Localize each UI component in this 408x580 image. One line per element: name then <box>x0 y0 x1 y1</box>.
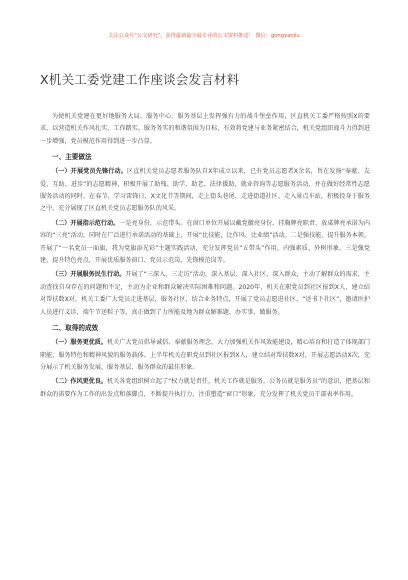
paragraph-text: 一是亮身份，示范带头。在窗口单位开展以戴党徽亮身份、挂胸牌亮职责、放桌牌亮承诺为内容的“三亮”活动，同时在广泛进行承诺活动的基础上，开展“比技能、比作风、比业绩”活动。二是强技能，提升服务本领。开展了“一名党员一面旗，我为党旗添光彩”主题实践活动，充分发挥党员“五带头”作用，内强素质、外树形象。三是强党建，提升特色亮点，开展优质服务窗口、党员示范岗、先锋模范岗等。 <box>40 219 371 265</box>
paragraph-text: 开展了“三深入、三走访”活动，深入基层、深入社区、深入群众，主动了解群众的需求，主动查找自身存在的问题和不足，主动为企业和群众解决实际困难和问题。2020年，机关在职党员到社区报到X人，建立结对帮扶数X对，机关工委广大党员走进基层，服务社区，结合业务特点，开展了党员志愿进社区、“送书下社区”，邀请医护人员进行义诊，端午节送粽子等，真正做到了力所能及地为群众解难题、办实事、做服务。 <box>40 271 370 316</box>
method-paragraph-1 <box>40 166 370 216</box>
method-paragraph-2 <box>40 218 370 268</box>
document-body <box>40 111 370 401</box>
paragraph-lead: （一）开展党员先锋行动。 <box>52 168 127 176</box>
paragraph-text: 机关广大党员倡导诚信、奉献服务理念，大力加强机关作风效能建设，精心培育和打造了体现部门职能、服务特色和精神风貌的服务载体。上半年机关在职党员到社区报到X人，建立结对帮扶数X对，开展志愿活动X次，充分展示了机关服务发展、服务基层、服务群众的最佳形象。 <box>40 339 371 371</box>
intro-paragraph <box>40 111 370 148</box>
paragraph-lead: （一）服务更优质。 <box>52 339 108 347</box>
paragraph-lead: （二）作风更优良。 <box>52 378 107 386</box>
section-heading-results: 二、取得的成效 <box>52 324 99 333</box>
paragraph-text: 机关各党组织树立起了“权力就是责任，机关工作就是服务，公务员就是服务员”的意识，把基层和群众的需要作为工作的出发点和落脚点，不断提升执行力，注重塑造“窗口”形象，充分发挥了机关党员干部表率作用。 <box>40 378 370 398</box>
section-heading-methods: 一、主要做法 <box>52 153 92 162</box>
document-title: X机关工委党建工作座谈会发言材料 <box>40 72 240 87</box>
result-paragraph-1 <box>40 337 370 374</box>
result-paragraph-2 <box>40 376 370 401</box>
paragraph-text: 区直机关党员志愿者服务队自X年成立以来，已有党员志愿者X余名，旨在发扬“奉献、友爱、互助、进步”的志愿精神，积极开展了助残、助学、助老、法律援助、就业咨询等志愿服务活动，并在做好经常性志愿服务活动的同时，在春节、学习雷锋日、X文化节等期间，走上街头巷尾、走进街道社区、走入景点车站，积极投身于服务之中，充分展现了区直机关党员志愿服务队的风采。 <box>40 168 370 213</box>
paragraph-lead: （三）开展服务民生行动。 <box>52 271 126 279</box>
method-paragraph-3 <box>40 269 370 319</box>
promo-banner: 关注公众号“公文研究”，获得最新最全最专业的公文资料推送！ 微信：gongyanjiu <box>108 33 300 39</box>
paragraph-lead: （二）开展指示范行动。 <box>52 219 120 227</box>
paragraph-text: 为使机关党建在更好地服务大局、服务中心、服务基层上发挥强有力的战斗堡垒作用，区直机关工委严格按照X的要求，以营造机关作风扎实、工作踏实、服务务实的和谐氛围为目标，有效将党建与业务紧密结合，机关党组织战斗力得到进一步增强，党员模范作用得到进一步凸显。 <box>40 113 370 145</box>
